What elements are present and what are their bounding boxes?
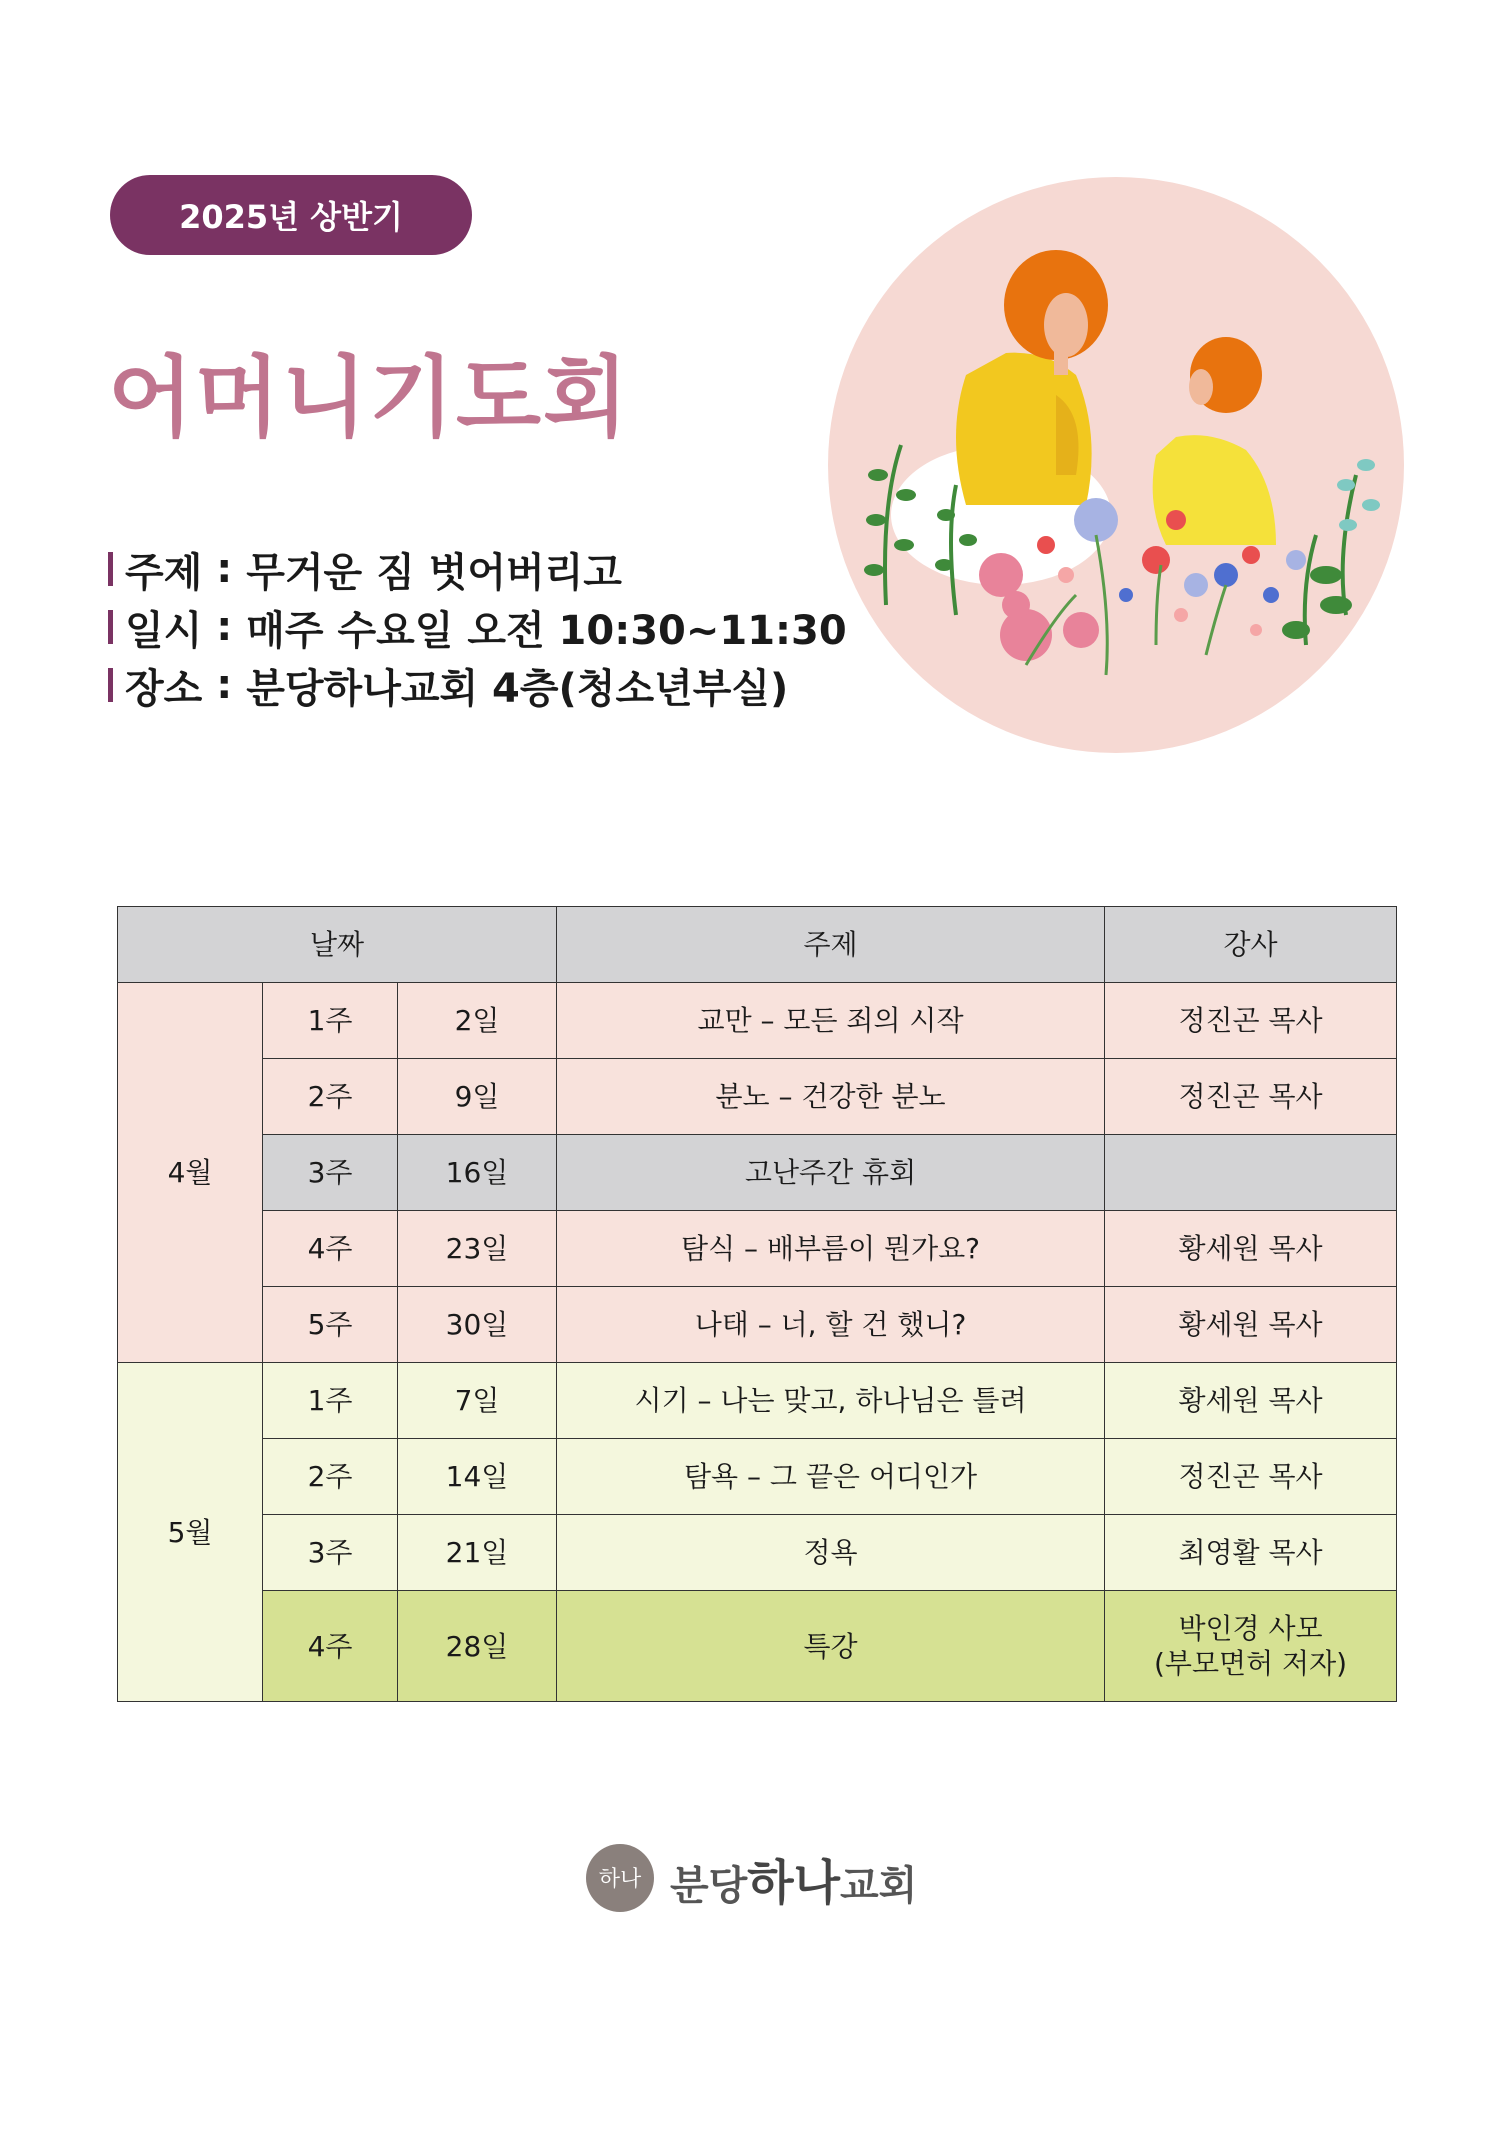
topic-cell: 나태 – 너, 할 건 했니? xyxy=(557,1287,1105,1363)
table-row xyxy=(118,1591,1397,1702)
speaker-cell xyxy=(1105,1591,1397,1702)
topic-cell: 시기 – 나는 맞고, 하나님은 틀려 xyxy=(557,1363,1105,1439)
week-cell: 3주 xyxy=(263,1135,398,1211)
emblem-text: 하나 xyxy=(598,1867,642,1892)
info-location xyxy=(108,656,847,714)
page-title: 어머니기도회 xyxy=(108,345,631,449)
speaker-cell: 정진곤 목사 xyxy=(1105,1439,1397,1515)
speaker-cell: 황세원 목사 xyxy=(1105,1211,1397,1287)
day-cell: 23일 xyxy=(398,1211,557,1287)
event-info xyxy=(108,540,847,714)
topic-cell: 특강 xyxy=(557,1591,1105,1702)
week-cell: 4주 xyxy=(263,1591,398,1702)
speaker-cell xyxy=(1105,1135,1397,1211)
schedule-table xyxy=(117,906,1397,1702)
period-badge: 2025년 상반기 xyxy=(110,175,472,255)
info-value: 매주 수요일 오전 10:30~11:30 xyxy=(246,607,847,654)
day-cell: 16일 xyxy=(398,1135,557,1211)
table-header-row xyxy=(118,907,1397,983)
bullet-bar xyxy=(108,552,113,586)
info-value: 분당하나교회 4층(청소년부실) xyxy=(246,665,789,712)
week-cell: 1주 xyxy=(263,983,398,1059)
week-cell: 2주 xyxy=(263,1439,398,1515)
church-name-prefix: 분당 xyxy=(670,1862,748,1909)
topic-cell: 고난주간 휴회 xyxy=(557,1135,1105,1211)
info-separator: : xyxy=(216,546,233,592)
header-date: 날짜 xyxy=(118,907,557,983)
info-separator: : xyxy=(216,604,233,650)
topic-cell: 교만 – 모든 죄의 시작 xyxy=(557,983,1105,1059)
table-row xyxy=(118,1439,1397,1515)
week-cell: 1주 xyxy=(263,1363,398,1439)
header-speaker: 강사 xyxy=(1105,907,1397,983)
bullet-bar xyxy=(108,610,113,644)
speaker-name: 박인경 사모 xyxy=(1178,1612,1323,1645)
praying-women-illustration xyxy=(826,175,1406,755)
table-row xyxy=(118,983,1397,1059)
church-emblem-icon xyxy=(584,1842,656,1914)
topic-cell: 분노 – 건강한 분노 xyxy=(557,1059,1105,1135)
day-cell: 14일 xyxy=(398,1439,557,1515)
topic-cell: 탐욕 – 그 끝은 어디인가 xyxy=(557,1439,1105,1515)
week-cell: 5주 xyxy=(263,1287,398,1363)
header-topic: 주제 xyxy=(557,907,1105,983)
speaker-cell: 최영활 목사 xyxy=(1105,1515,1397,1591)
info-schedule xyxy=(108,598,847,656)
info-label: 일시 xyxy=(125,607,203,654)
info-value: 무거운 짐 벗어버리고 xyxy=(246,549,622,596)
info-label: 주제 xyxy=(125,549,203,596)
month-may: 5월 xyxy=(118,1363,263,1702)
topic-cell: 탐식 – 배부름이 뭔가요? xyxy=(557,1211,1105,1287)
info-topic xyxy=(108,540,847,598)
table-row xyxy=(118,1287,1397,1363)
week-cell: 3주 xyxy=(263,1515,398,1591)
table-row xyxy=(118,1135,1397,1211)
church-name-main: 하나 xyxy=(747,1854,841,1911)
bullet-bar xyxy=(108,668,113,702)
table-row xyxy=(118,1515,1397,1591)
info-label: 장소 xyxy=(125,665,203,712)
church-name-suffix: 교회 xyxy=(840,1862,918,1909)
day-cell: 2일 xyxy=(398,983,557,1059)
month-april: 4월 xyxy=(118,983,263,1363)
church-name xyxy=(670,1844,917,1913)
speaker-cell: 정진곤 목사 xyxy=(1105,983,1397,1059)
week-cell: 4주 xyxy=(263,1211,398,1287)
speaker-cell: 정진곤 목사 xyxy=(1105,1059,1397,1135)
table-row xyxy=(118,1363,1397,1439)
day-cell: 28일 xyxy=(398,1591,557,1702)
speaker-note: (부모면허 저자) xyxy=(1154,1647,1348,1680)
day-cell: 7일 xyxy=(398,1363,557,1439)
speaker-cell: 황세원 목사 xyxy=(1105,1363,1397,1439)
table-row xyxy=(118,1211,1397,1287)
info-separator: : xyxy=(216,662,233,708)
topic-cell: 정욕 xyxy=(557,1515,1105,1591)
table-row xyxy=(118,1059,1397,1135)
speaker-cell: 황세원 목사 xyxy=(1105,1287,1397,1363)
church-logo xyxy=(584,1842,917,1914)
day-cell: 21일 xyxy=(398,1515,557,1591)
week-cell: 2주 xyxy=(263,1059,398,1135)
day-cell: 30일 xyxy=(398,1287,557,1363)
day-cell: 9일 xyxy=(398,1059,557,1135)
